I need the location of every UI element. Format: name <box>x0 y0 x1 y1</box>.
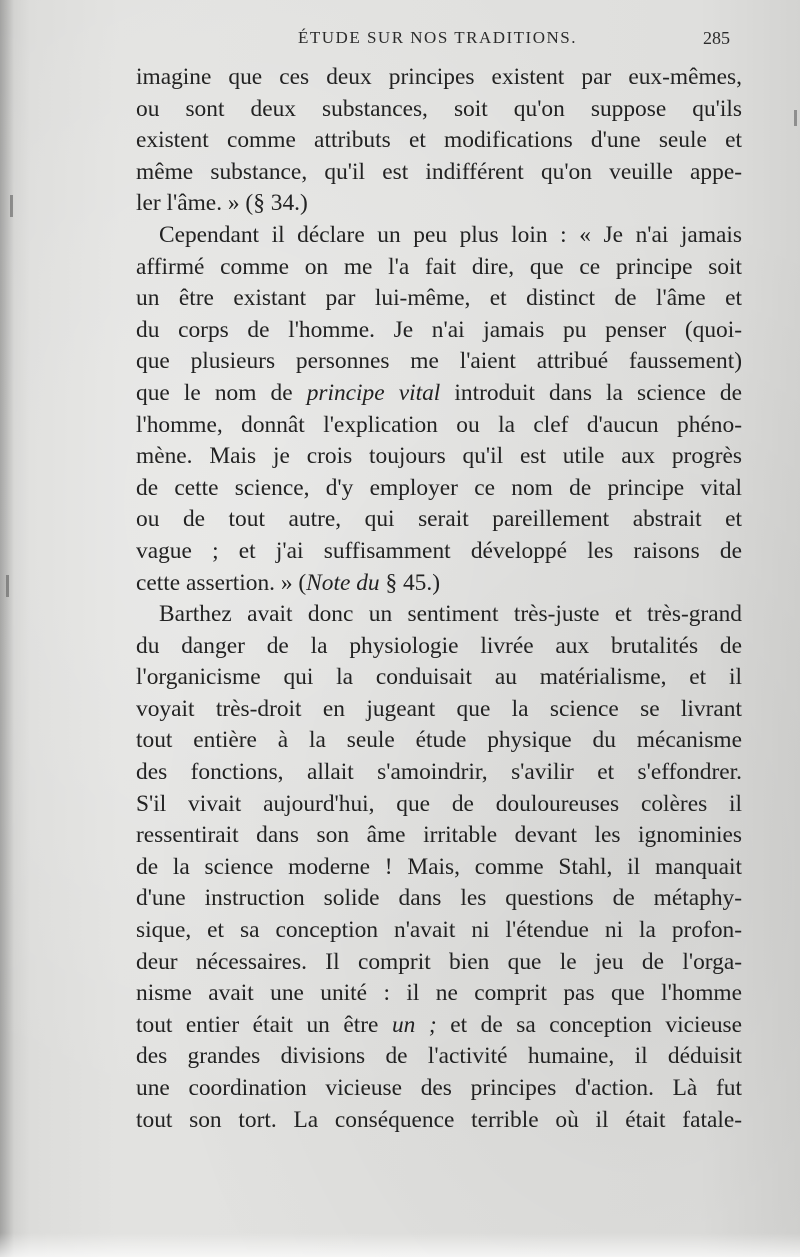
text-line: Barthez avait donc un sentiment très-juste et très-grand <box>159 601 742 628</box>
text-line: ou sont deux substances, soit qu'on suppose qu'ils <box>136 95 742 122</box>
text-line: nisme avait une unité : il ne comprit pas que l'homme <box>136 980 742 1007</box>
text-line: ler l'âme. » (§ 34.) <box>136 190 308 217</box>
italic-term: un ; <box>391 1011 437 1038</box>
italic-term: Note du <box>306 569 380 596</box>
text-segment: cette assertion. » ( <box>136 569 307 596</box>
text-line: voyait très-droit en jugeant que la science se livrant <box>136 695 742 722</box>
text-segment: § 45.) <box>379 569 441 596</box>
running-title: ÉTUDE SUR NOS TRADITIONS. <box>298 28 577 47</box>
scan-blemish <box>10 195 13 217</box>
scan-blemish <box>794 110 797 126</box>
text-line: ressentirait dans son âme irritable devant les ignominies <box>136 822 742 849</box>
text-line: existent comme attributs et modifications d'une seule et <box>136 127 742 154</box>
page-bottom-edge <box>0 1233 800 1257</box>
text-line: tout entière à la seule étude physique du mécanisme <box>136 727 742 754</box>
text-line: tout son tort. La conséquence terrible où il était fatale- <box>136 1106 742 1133</box>
text-line: une coordination vicieuse des principes d'action. Là fut <box>136 1075 742 1101</box>
body-text <box>136 62 742 1136</box>
text-segment: et de sa conception vicieuse <box>436 1011 743 1038</box>
text-line: des grandes divisions de l'activité humaine, il déduisit <box>136 1043 742 1070</box>
text-segment: que le nom de <box>136 379 307 406</box>
text-line <box>136 568 742 600</box>
text-line: ou de tout autre, qui serait pareillement abstrait et <box>136 506 742 533</box>
text-line: un être existant par lui-même, et distinct de l'âme et <box>136 285 742 312</box>
text-line: mène. Mais je crois toujours qu'il est utile aux progrès <box>136 443 742 470</box>
text-line: de cette science, d'y employer ce nom de principe vital <box>136 474 742 501</box>
running-head <box>0 28 800 58</box>
text-line: des fonctions, allait s'amoindrir, s'avilir et s'effondrer. <box>136 759 742 786</box>
text-line: deur nécessaires. Il comprit bien que le jeu de l'orga- <box>136 948 742 975</box>
scan-blemish <box>6 575 9 597</box>
text-line: sique, et sa conception n'avait ni l'étendue ni la profon- <box>136 917 742 944</box>
text-line: l'homme, donnât l'explication ou la clef d'aucun phéno- <box>136 411 742 438</box>
text-line <box>136 1010 742 1042</box>
italic-term: principe vital <box>306 379 441 406</box>
text-line: même substance, qu'il est indifférent qu'on veuille appe- <box>136 158 742 185</box>
text-line: d'une instruction solide dans les questions de métaphy- <box>136 885 742 912</box>
text-segment: introduit dans la science de <box>440 379 742 406</box>
text-line: affirmé comme on me l'a fait dire, que ce principe soit <box>136 253 742 280</box>
text-line: du corps de l'homme. Je n'ai jamais pu penser (quoi- <box>136 316 742 343</box>
text-line: Cependant il déclare un peu plus loin : « Je n'ai jamais <box>159 221 742 248</box>
page-number: 285 <box>703 28 730 48</box>
page-gutter-shadow <box>0 0 14 1257</box>
text-line: de la science moderne ! Mais, comme Stahl, il manquait <box>136 853 742 880</box>
text-segment: tout entier était un être <box>136 1011 392 1038</box>
text-line <box>136 378 742 410</box>
text-line: S'il vivait aujourd'hui, que de douloureuses colères il <box>136 790 742 817</box>
text-line: imagine que ces deux principes existent par eux-mêmes, <box>136 64 742 90</box>
text-line: du danger de la physiologie livrée aux brutalités de <box>136 632 742 659</box>
text-line: que plusieurs personnes me l'aient attribué faussement) <box>136 348 742 375</box>
text-line: vague ; et j'ai suffisamment développé les raisons de <box>136 537 742 564</box>
text-line: l'organicisme qui la conduisait au matérialisme, et il <box>136 664 742 691</box>
